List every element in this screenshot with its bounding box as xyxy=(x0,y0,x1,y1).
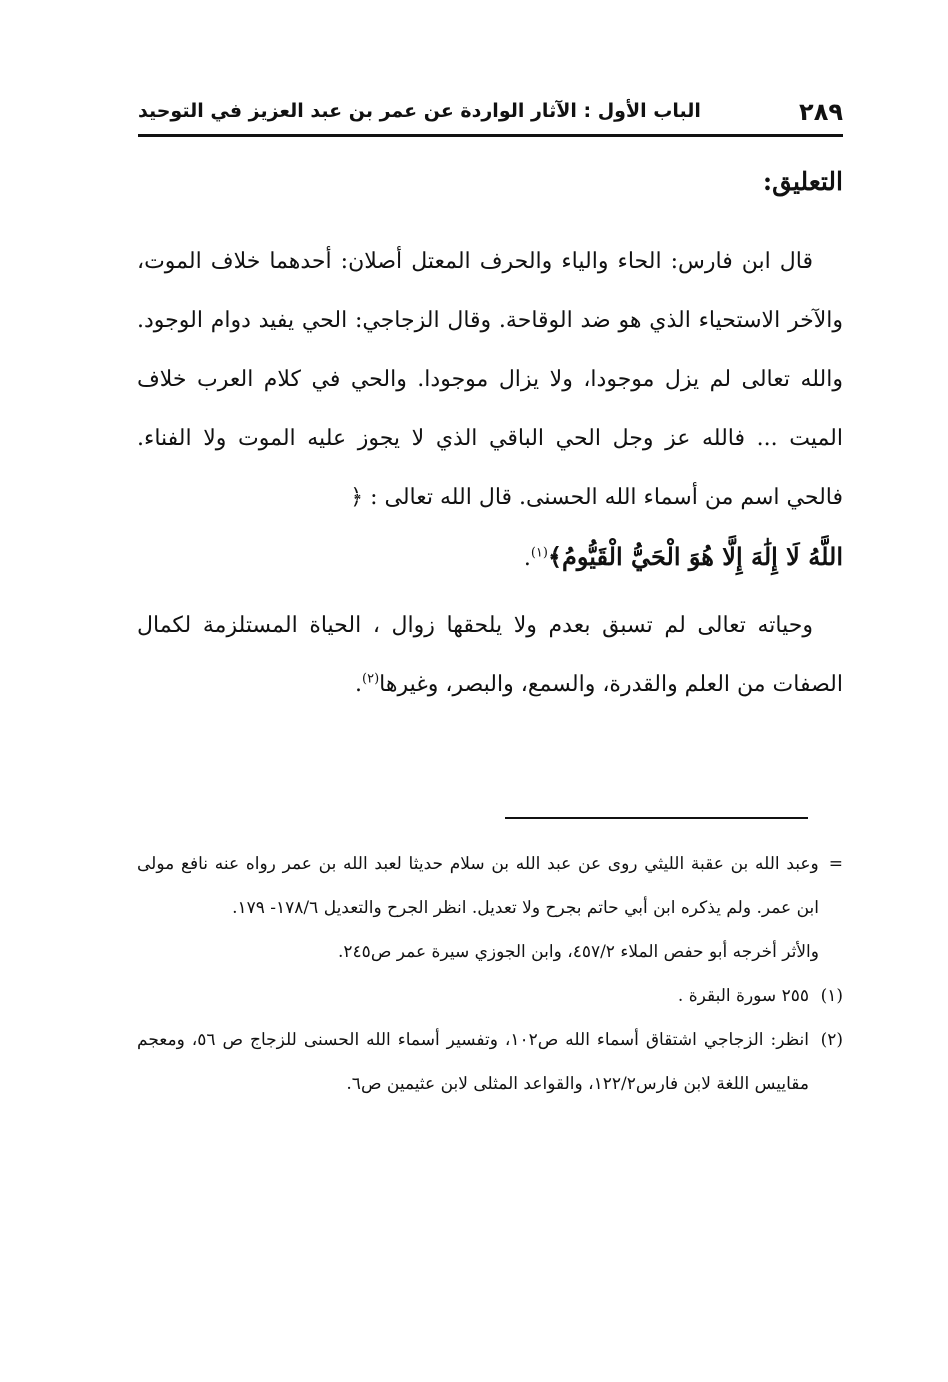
footnote-continuation-text: وعبد الله بن عقبة الليثي روى عن عبد الله بن سلام حديثا لعبد الله بن عمر رواه عنه نافع مولى ابن عمر. ولم يذكره ابن أبي حاتم بجرح ولا تعديل. انظر الجرح والتعديل ١٧٨/٦- ١٧٩. xyxy=(137,854,819,918)
quran-verse: اللَّهُ لَا إِلَٰهَ إِلَّا هُوَ الْحَيُّ الْقَيُّومُ xyxy=(562,542,843,571)
paragraph-2 xyxy=(137,596,843,714)
footnote-1-text: ٢٥٥ سورة البقرة . xyxy=(677,986,809,1006)
verse-close-bracket: ﴾ xyxy=(547,542,563,571)
footnote-1 xyxy=(137,974,843,1018)
verse-end-period: . xyxy=(523,546,531,571)
paragraph-1 xyxy=(137,232,843,527)
footnote-separator xyxy=(505,817,808,819)
footnote-2-text: انظر: الزجاجي اشتقاق أسماء الله ص١٠٢، وتفسير أسماء الله الحسنى للزجاج ص ٥٦، ومعجم مقاييس اللغة لابن فارس١٢٢/٢، والقواعد المثلى لابن عثيمين ص٦. xyxy=(137,1030,809,1094)
footnote-ref-1[interactable]: (١) xyxy=(530,545,548,561)
running-title: الباب الأول : الآثار الواردة عن عمر بن عبد العزيز في التوحيد xyxy=(138,100,701,122)
footnote-1-marker: (١) xyxy=(820,986,843,1006)
verse-line xyxy=(137,527,843,588)
footnotes xyxy=(137,842,843,1106)
body-text xyxy=(137,232,843,714)
page-header xyxy=(138,96,843,134)
footnote-2-marker: (٢) xyxy=(820,1030,843,1050)
paragraph-2-end-period: . xyxy=(355,672,362,697)
continuation-marker: = xyxy=(828,854,843,874)
footnote-extra: والأثر أخرجه أبو حفص الملاء ٤٥٧/٢، وابن الجوزي سيرة عمر ص٢٤٥. xyxy=(338,942,819,962)
header-rule xyxy=(138,134,843,137)
footnote-continuation xyxy=(137,842,843,930)
section-heading: التعليق: xyxy=(762,167,843,196)
footnote-ref-2[interactable]: (٢) xyxy=(362,671,380,687)
page-number: ٢٨٩ xyxy=(799,98,843,126)
footnote-2 xyxy=(137,1018,843,1106)
paragraph-2-text: وحياته تعالى لم تسبق بعدم ولا يلحقها زوال ، الحياة المستلزمة لكمال الصفات من العلم والقدرة، والسمع، والبصر، وغيرها xyxy=(137,613,843,697)
paragraph-1-text: قال ابن فارس: الحاء والياء والحرف المعتل أصلان: أحدهما خلاف الموت، والآخر الاستحياء الذي هو ضد الوقاحة. وقال الزجاجي: الحي يفيد دوام الوجود. والله تعالى لم يزل موجودا، ولا يزال موجودا. والحي في كلام العرب خلاف الميت ... فالله عز وجل الحي الباقي الذي لا يجوز عليه الموت ولا الفناء. فالحي اسم من أسماء الله الحسنى. قال الله تعالى : ﴿ xyxy=(137,249,843,510)
